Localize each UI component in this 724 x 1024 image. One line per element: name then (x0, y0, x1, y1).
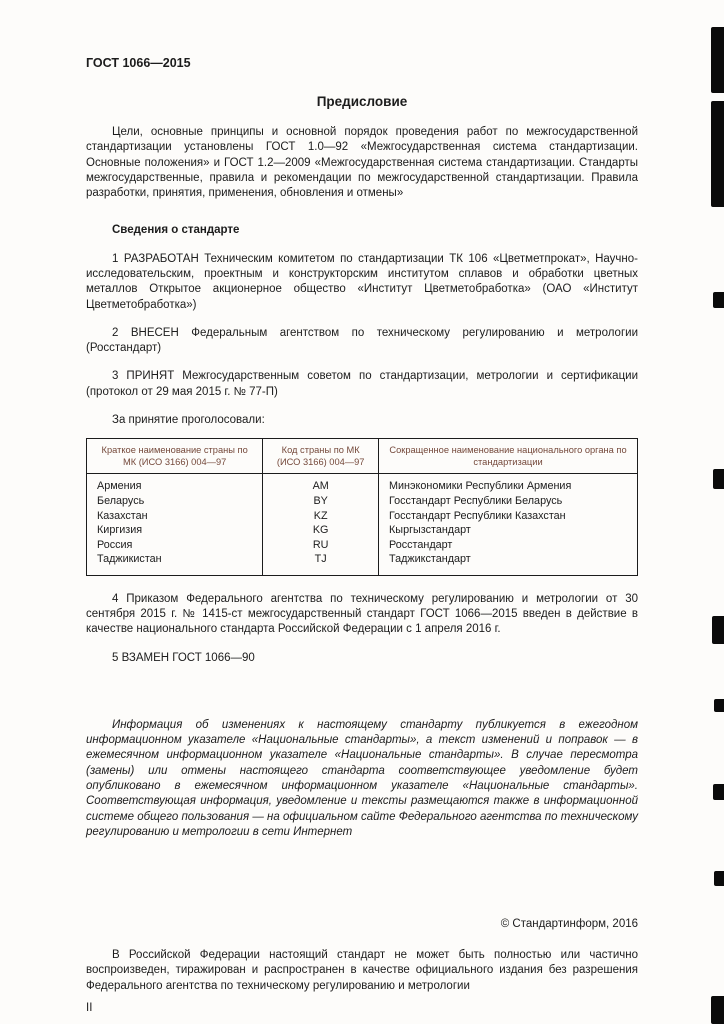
reproduction-notice: В Российской Федерации настоящий стандарт не может быть полностью или частично воспроизведен, тиражирован и распространен в качестве официального издания без разрешения Федерального агентства по техническому регулированию и метрологии (86, 949, 638, 992)
cell-org: Госстандарт Республики Беларусь (379, 494, 638, 509)
table-row (87, 538, 638, 553)
cell-country: Армения (97, 480, 142, 493)
cell-org: Росстандарт (379, 538, 638, 553)
standard-info-heading: Сведения о стандарте (112, 224, 240, 237)
clause-5-replaces: 5 ВЗАМЕН ГОСТ 1066—90 (112, 651, 255, 664)
scan-artifact (713, 784, 724, 800)
cell-org: Госстандарт Республики Казахстан (379, 509, 638, 524)
table-row (87, 523, 638, 538)
column-header-org: Сокращенное наименование национального органа по стандартизации (379, 439, 638, 474)
cell-country: Таджикистан (97, 553, 162, 566)
scan-artifact (713, 292, 724, 308)
cell-code: KG (263, 523, 379, 538)
cell-code: RU (263, 538, 379, 553)
cell-country: Россия (97, 538, 133, 551)
cell-code: BY (263, 494, 379, 509)
page-number: II (86, 1001, 93, 1014)
clause-4-enacted: 4 Приказом Федерального агентства по техническому регулированию и метрологии от 30 сентября 2015 г. № 1415-ст межгосударственный стандарт ГОСТ 1066—2015 введен в действие в качестве национального стандарта Российской Федерации с 1 апреля 2016 г. (86, 592, 638, 636)
table-row (87, 509, 638, 524)
cell-country: Беларусь (97, 494, 145, 507)
clause-3-adopted: 3 ПРИНЯТ Межгосударственным советом по стандартизации, метрологии и сертификации (протокол от 29 мая 2015 г. № 77-П) (86, 370, 638, 398)
scan-artifact (711, 27, 724, 93)
table-row (87, 494, 638, 509)
scan-artifact (713, 469, 724, 489)
scan-artifact (711, 996, 724, 1024)
table-row (87, 552, 638, 575)
cell-org: Таджикстандарт (379, 552, 638, 575)
column-header-country: Краткое наименование страны по МК (ИСО 3166) 004—97 (87, 439, 263, 474)
scan-artifact (711, 101, 724, 207)
voting-table (86, 438, 638, 576)
cell-org: Минэкономики Республики Армения (379, 474, 638, 494)
clause-2-submitted: 2 ВНЕСЕН Федеральным агентством по техническому регулированию и метрологии (Росстандарт) (86, 326, 638, 355)
scan-artifact (712, 616, 724, 644)
cell-code: KZ (263, 509, 379, 524)
scan-artifact (714, 699, 724, 712)
amendments-notice: Информация об изменениях к настоящему стандарту публикуется в ежегодном информационном указателе «Национальные стандарты», а текст изменений и поправок — в ежемесячном информационном указателе «Национальные стандарты». В случае пересмотра (замены) или отмены настоящего стандарта соответствующее уведомление будет опубликовано в ежемесячном информационном указателе «Национальные стандарты». Соответствующая информация, уведомление и тексты размещаются также в информационной системе общего пользования — на официальном сайте Федерального агентства по техническому регулированию и метрологии в сети Интернет (86, 718, 638, 838)
copyright-line: © Стандартинформ, 2016 (500, 918, 638, 931)
column-header-code: Код страны по МК (ИСО 3166) 004—97 (263, 439, 379, 474)
scan-artifact (714, 871, 724, 886)
cell-country: Киргизия (97, 524, 143, 537)
intro-paragraph: Цели, основные принципы и основной порядок проведения работ по межгосударственной стандартизации установлены ГОСТ 1.0—92 «Межгосударственная система стандартизации. Основные положения» и ГОСТ 1.2—2009 «Межгосударственная система стандартизации. Стандарты межгосударственные, правила и рекомендации по межгосударственной стандартизации. Правила разработки, принятия, применения, обновления и отмены» (86, 126, 638, 200)
vote-lead: За принятие проголосовали: (112, 413, 265, 426)
table-header-row (87, 439, 638, 474)
cell-org: Кыргызстандарт (379, 523, 638, 538)
cell-code: TJ (263, 552, 379, 575)
cell-code: AM (263, 474, 379, 494)
page-title: Предисловие (316, 94, 408, 109)
cell-country: Казахстан (97, 509, 148, 522)
document-code: ГОСТ 1066—2015 (86, 56, 191, 70)
clause-1-developed: 1 РАЗРАБОТАН Техническим комитетом по стандартизации ТК 106 «Цветметпрокат», Научно-исследовательским, проектным и конструкторским институтом сплавов и обработки цветных металлов Открытое акционерное общество «Институт Цветметобработка» (ОАО «Институт Цветметобработка») (86, 252, 638, 311)
table-row (87, 474, 638, 494)
